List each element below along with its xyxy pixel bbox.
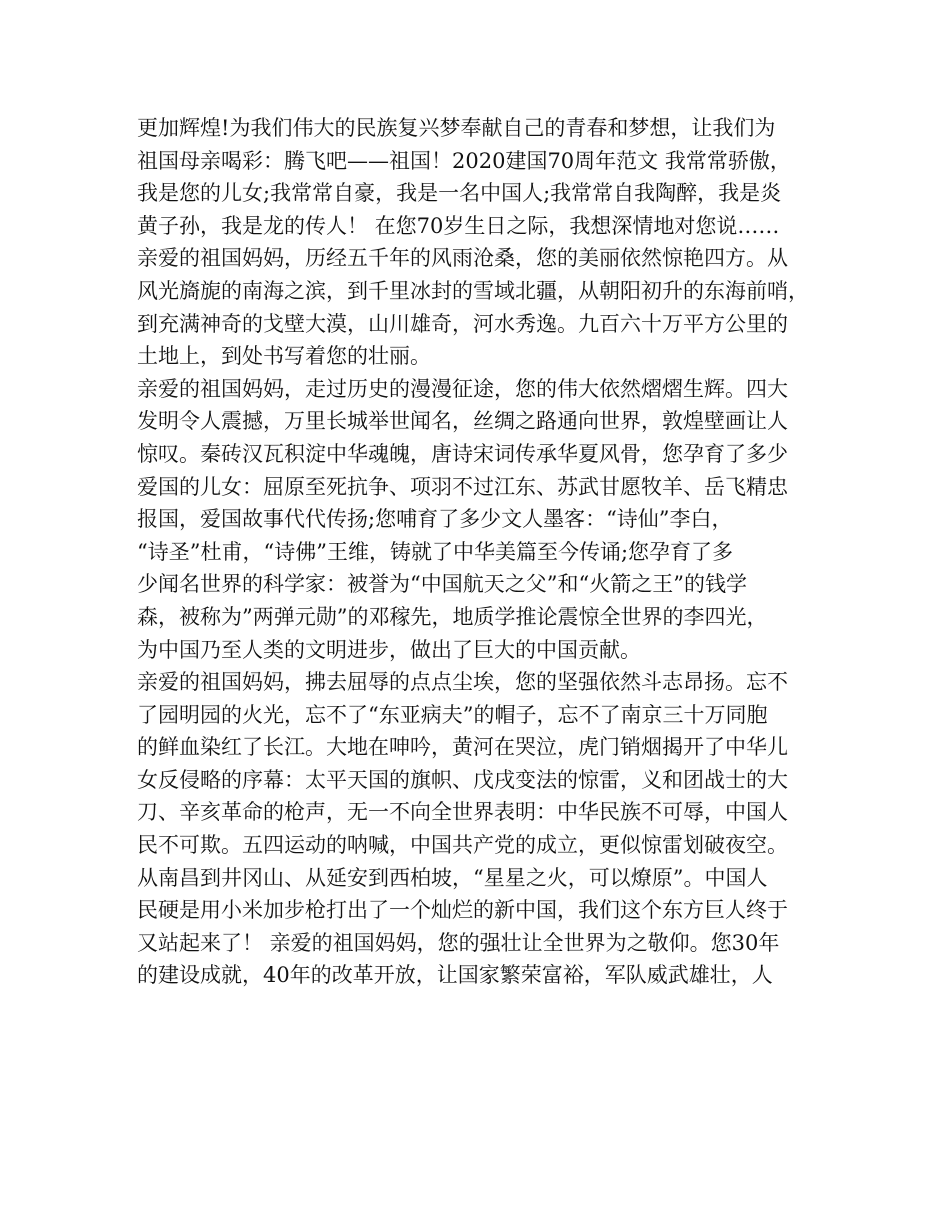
text-line: 我是您的儿女;我常常自豪，我是一名中国人;我常常自我陶醉，我是炎 [137,181,782,206]
text-line: 惊叹。秦砖汉瓦积淀中华魂魄，唐诗宋词传承华夏风骨，您孕育了多少 [137,441,788,466]
text-line: 从南昌到井冈山、从延安到西柏坡，“星星之火，可以燎原”。中国人 [137,865,768,890]
text-line: 黄子孙，我是龙的传人！ 在您70岁生日之际，我想深情地对您说…… [137,213,780,238]
text-line: 亲爱的祖国妈妈，拂去屈辱的点点尘埃，您的坚强依然斗志昂扬。忘不 [137,670,788,695]
text-line: 的鲜血染红了长江。大地在呻吟，黄河在哭泣，虎门销烟揭开了中华儿 [137,735,788,760]
text-line: 更加辉煌!为我们伟大的民族复兴梦奉献自己的青春和梦想，让我们为 [137,116,776,140]
text-line: 少闻名世界的科学家：被誉为“中国航天之父”和“火箭之王”的钱学 [137,572,747,597]
text-line: 的建设成就，40年的改革开放，让国家繁荣富裕，军队威武雄壮，人 [137,963,773,988]
text-line: 爱国的儿女：屈原至死抗争、项羽不过江东、苏武甘愿牧羊、岳飞精忠 [137,474,788,499]
text-line: 发明令人震撼，万里长城举世闻名，丝绸之路通向世界，敦煌壁画让人 [137,409,788,434]
text-line: 又站起来了！ 亲爱的祖国妈妈，您的强壮让全世界为之敬仰。您30年 [137,930,780,955]
text-line: 刀、辛亥革命的枪声，无一不向全世界表明：中华民族不可辱，中国人 [137,800,788,825]
text-line: 了园明园的火光，忘不了“东亚病夫”的帽子，忘不了南京三十万同胞 [137,702,768,727]
text-line: 亲爱的祖国妈妈，历经五千年的风雨沧桑，您的美丽依然惊艳四方。从 [137,246,788,271]
text-line: 报国，爱国故事代代传扬;您哺育了多少文人墨客：“诗仙”李白， [137,507,733,532]
text-line: 祖国母亲喝彩：腾飞吧——祖国！2020建国70周年范文 我常常骄傲， [137,148,791,173]
text-line: 森，被称为”两弹元勋”的邓稼先，地质学推论震惊全世界的李四光， [137,604,768,629]
text-line: 为中国乃至人类的文明进步，做出了巨大的中国贡献。 [137,637,641,662]
body-text [137,112,827,992]
text-line: 到充满神奇的戈壁大漠，山川雄奇，河水秀逸。九百六十万平方公里的 [137,311,788,336]
text-line: 亲爱的祖国妈妈，走过历史的漫漫征途，您的伟大依然熠熠生辉。四大 [137,376,788,401]
text-line: 土地上，到处书写着您的壮丽。 [137,344,431,369]
text-line: “诗圣”杜甫，“诗佛”王维，铸就了中华美篇至今传诵;您孕育了多 [137,539,734,564]
text-line: 民不可欺。五四运动的呐喊，中国共产党的成立，更似惊雷划破夜空。 [137,833,788,858]
text-line: 民硬是用小米加步枪打出了一个灿烂的新中国，我们这个东方巨人终于 [137,898,788,923]
text-line: 女反侵略的序幕：太平天国的旗帜、戊戌变法的惊雷，义和团战士的大 [137,767,788,792]
text-line: 风光旖旎的南海之滨，到千里冰封的雪域北疆，从朝阳初升的东海前哨， [137,278,809,303]
